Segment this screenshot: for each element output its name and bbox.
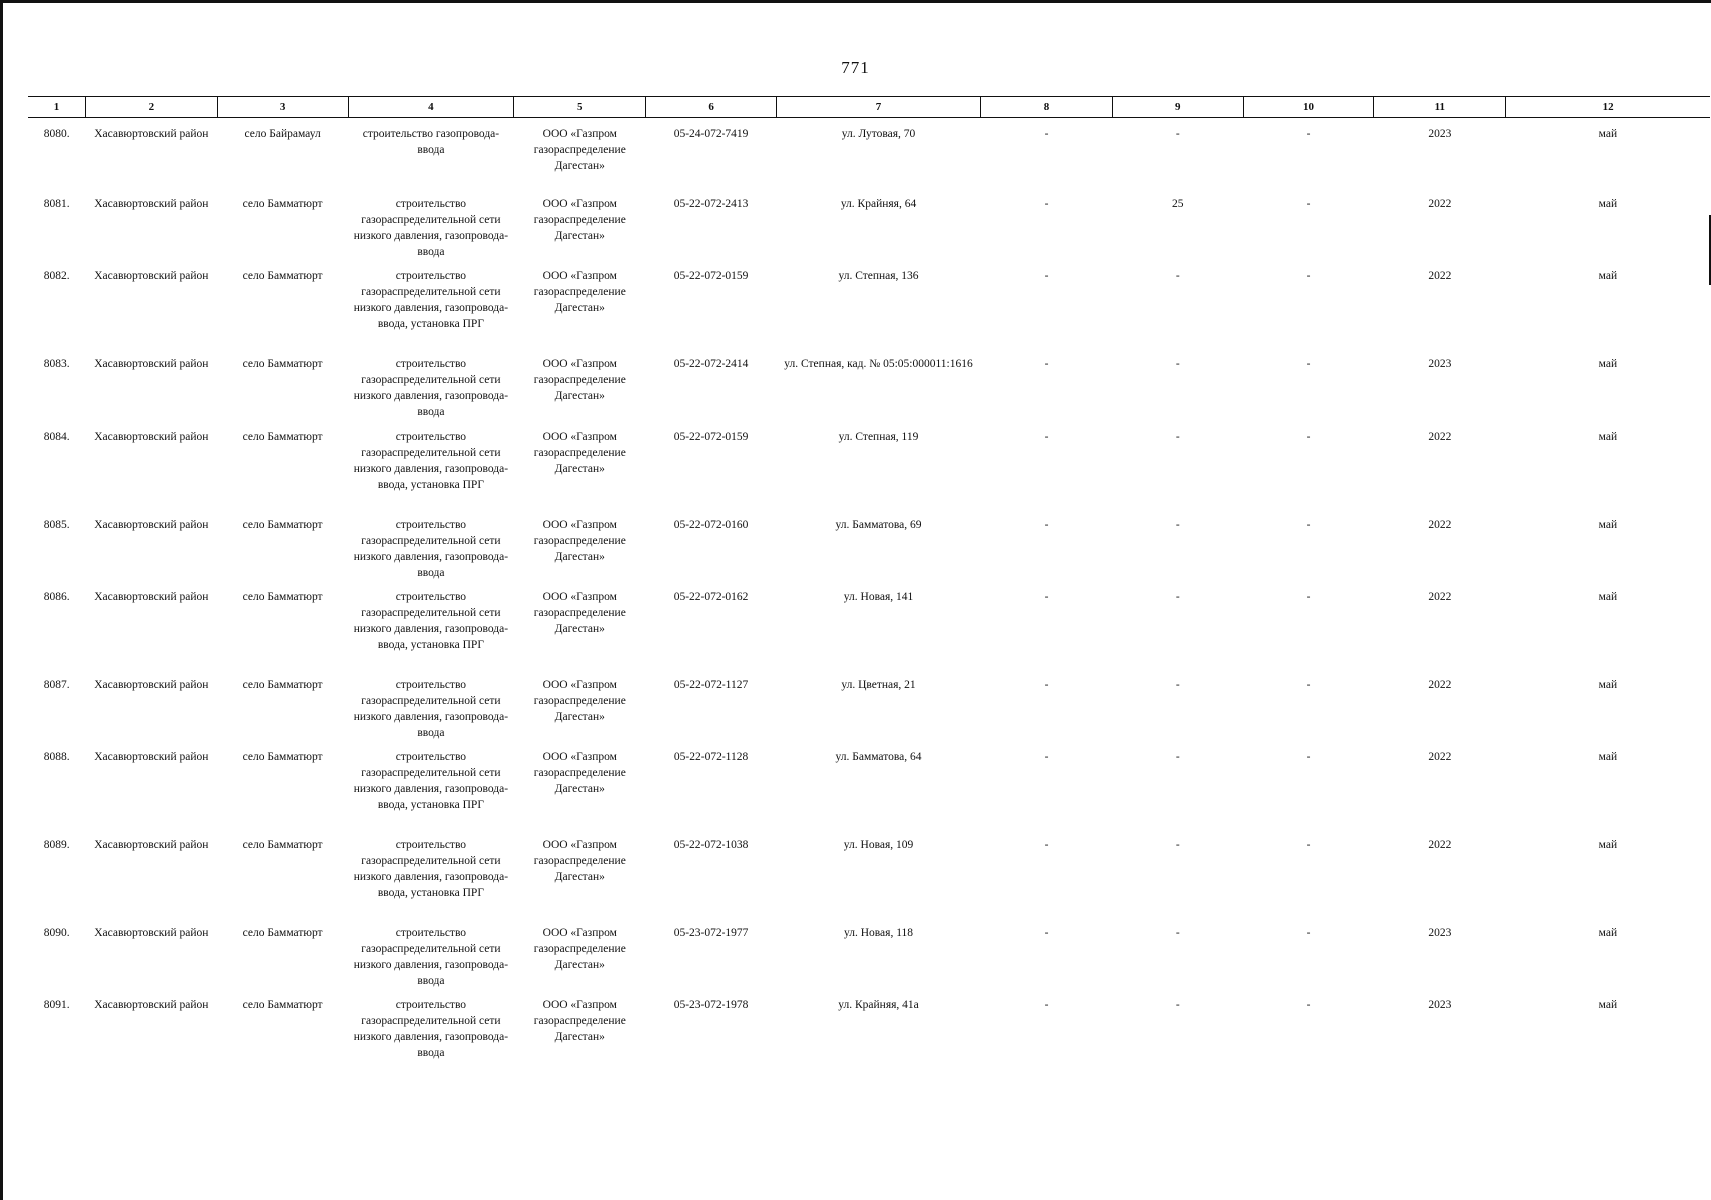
district-cell: Хасавюртовский район xyxy=(94,128,209,140)
district-cell: Хасавюртовский район xyxy=(94,678,209,691)
table-row xyxy=(28,991,1710,1061)
request-code-cell: 05-22-072-1127 xyxy=(673,678,749,691)
column-header: 3 xyxy=(217,97,348,118)
table-row xyxy=(28,118,1710,190)
table-row xyxy=(28,919,1710,991)
top-border-rule xyxy=(0,0,1711,3)
table-row xyxy=(28,583,1710,671)
address-cell: ул. Новая, 141 xyxy=(843,590,914,603)
district-cell: Хасавюртовский район xyxy=(94,430,209,443)
work-description-cell: строительство газораспределительной сети низкого давления, газопровода-ввода xyxy=(353,678,509,739)
year-cell: 2022 xyxy=(1428,678,1452,691)
request-code-cell: 05-22-072-0159 xyxy=(673,430,749,443)
organization-cell: ООО «Газпром газораспределение Дагестан» xyxy=(533,518,626,563)
work-description-cell: строительство газораспределительной сети низкого давления, газопровода-ввода xyxy=(353,357,509,418)
column-9-cell: - xyxy=(1175,269,1180,282)
column-9-cell: - xyxy=(1175,430,1180,443)
month-cell: май xyxy=(1598,357,1618,370)
column-header: 8 xyxy=(981,97,1113,118)
column-9-cell: - xyxy=(1175,128,1180,140)
column-header: 2 xyxy=(85,97,217,118)
work-description-cell: строительство газораспределительной сети низкого давления, газопровода-ввода, установка ПРГ xyxy=(353,590,509,651)
district-cell: Хасавюртовский район xyxy=(94,197,209,210)
month-cell: май xyxy=(1598,998,1618,1011)
row-number: 8086. xyxy=(43,590,70,603)
table-row xyxy=(28,350,1710,423)
column-9-cell: - xyxy=(1175,926,1180,939)
month-cell: май xyxy=(1598,926,1618,939)
column-header: 5 xyxy=(514,97,646,118)
year-cell: 2023 xyxy=(1428,926,1452,939)
row-number: 8082. xyxy=(43,269,70,282)
month-cell: май xyxy=(1598,128,1618,140)
table-row xyxy=(28,511,1710,583)
month-cell: май xyxy=(1598,750,1618,763)
row-number: 8088. xyxy=(43,750,70,763)
register-table xyxy=(28,96,1710,1061)
column-9-cell: - xyxy=(1175,678,1180,691)
district-cell: Хасавюртовский район xyxy=(94,838,209,851)
row-number: 8085. xyxy=(43,518,70,531)
address-cell: ул. Цветная, 21 xyxy=(841,678,916,691)
year-cell: 2023 xyxy=(1428,357,1452,370)
column-header: 1 xyxy=(28,97,85,118)
row-number: 8080. xyxy=(43,128,70,140)
table-row xyxy=(28,262,1710,350)
month-cell: май xyxy=(1598,518,1618,531)
district-cell: Хасавюртовский район xyxy=(94,357,209,370)
request-code-cell: 05-22-072-2413 xyxy=(673,197,749,210)
column-9-cell: - xyxy=(1175,998,1180,1011)
column-10-cell: - xyxy=(1306,998,1311,1011)
year-cell: 2023 xyxy=(1428,998,1452,1011)
table-row xyxy=(28,423,1710,511)
year-cell: 2022 xyxy=(1428,197,1452,210)
organization-cell: ООО «Газпром газораспределение Дагестан» xyxy=(533,838,626,883)
work-description-cell: строительство газораспределительной сети низкого давления, газопровода-ввода xyxy=(353,926,509,987)
column-8-cell: - xyxy=(1044,750,1049,763)
month-cell: май xyxy=(1598,678,1618,691)
row-number: 8081. xyxy=(43,197,70,210)
column-header: 4 xyxy=(348,97,514,118)
year-cell: 2022 xyxy=(1428,269,1452,282)
organization-cell: ООО «Газпром газораспределение Дагестан» xyxy=(533,430,626,475)
column-8-cell: - xyxy=(1044,128,1049,140)
column-10-cell: - xyxy=(1306,518,1311,531)
row-number: 8083. xyxy=(43,357,70,370)
address-cell: ул. Бамматова, 69 xyxy=(835,518,922,531)
district-cell: Хасавюртовский район xyxy=(94,998,209,1011)
column-8-cell: - xyxy=(1044,590,1049,603)
district-cell: Хасавюртовский район xyxy=(94,590,209,603)
organization-cell: ООО «Газпром газораспределение Дагестан» xyxy=(533,197,626,242)
column-9-cell: - xyxy=(1175,750,1180,763)
work-description-cell: строительство газораспределительной сети низкого давления, газопровода-ввода, установка ПРГ xyxy=(353,269,509,330)
column-header: 9 xyxy=(1112,97,1243,118)
table-row xyxy=(28,743,1710,831)
work-description-cell: строительство газораспределительной сети низкого давления, газопровода-ввода, установка ПРГ xyxy=(353,750,509,811)
request-code-cell: 05-22-072-2414 xyxy=(673,357,749,370)
month-cell: май xyxy=(1598,430,1618,443)
request-code-cell: 05-24-072-7419 xyxy=(673,128,749,140)
column-header: 11 xyxy=(1374,97,1506,118)
column-header: 7 xyxy=(776,97,980,118)
address-cell: ул. Лутовая, 70 xyxy=(841,128,916,140)
month-cell: май xyxy=(1598,838,1618,851)
address-cell: ул. Новая, 118 xyxy=(843,926,914,939)
row-number: 8091. xyxy=(43,998,70,1011)
column-header: 12 xyxy=(1506,97,1710,118)
address-cell: ул. Крайняя, 41а xyxy=(838,998,919,1011)
column-8-cell: - xyxy=(1044,518,1049,531)
row-number: 8090. xyxy=(43,926,70,939)
district-cell: Хасавюртовский район xyxy=(94,269,209,282)
column-8-cell: - xyxy=(1044,678,1049,691)
address-cell: ул. Новая, 109 xyxy=(843,838,914,851)
address-cell: ул. Степная, 119 xyxy=(838,430,919,443)
locality-cell: село Бамматюрт xyxy=(242,678,323,691)
district-cell: Хасавюртовский район xyxy=(94,750,209,763)
year-cell: 2022 xyxy=(1428,518,1452,531)
table-row xyxy=(28,671,1710,743)
column-header: 10 xyxy=(1243,97,1374,118)
column-header-row xyxy=(28,97,1710,118)
month-cell: май xyxy=(1598,590,1618,603)
column-8-cell: - xyxy=(1044,269,1049,282)
organization-cell: ООО «Газпром газораспределение Дагестан» xyxy=(533,357,626,402)
column-8-cell: - xyxy=(1044,926,1049,939)
locality-cell: село Байрамаул xyxy=(244,128,321,140)
locality-cell: село Бамматюрт xyxy=(242,838,323,851)
year-cell: 2022 xyxy=(1428,750,1452,763)
column-8-cell: - xyxy=(1044,197,1049,210)
locality-cell: село Бамматюрт xyxy=(242,750,323,763)
request-code-cell: 05-22-072-0159 xyxy=(673,269,749,282)
column-9-cell: - xyxy=(1175,357,1180,370)
address-cell: ул. Крайняя, 64 xyxy=(840,197,917,210)
column-10-cell: - xyxy=(1306,678,1311,691)
organization-cell: ООО «Газпром газораспределение Дагестан» xyxy=(533,678,626,723)
column-10-cell: - xyxy=(1306,269,1311,282)
request-code-cell: 05-23-072-1977 xyxy=(673,926,749,939)
work-description-cell: строительство газораспределительной сети низкого давления, газопровода-ввода xyxy=(353,518,509,579)
column-8-cell: - xyxy=(1044,357,1049,370)
column-10-cell: - xyxy=(1306,357,1311,370)
organization-cell: ООО «Газпром газораспределение Дагестан» xyxy=(533,998,626,1043)
column-9-cell: - xyxy=(1175,838,1180,851)
column-10-cell: - xyxy=(1306,838,1311,851)
locality-cell: село Бамматюрт xyxy=(242,357,323,370)
address-cell: ул. Степная, 136 xyxy=(838,269,919,282)
locality-cell: село Бамматюрт xyxy=(242,269,323,282)
locality-cell: село Бамматюрт xyxy=(242,518,323,531)
address-cell: ул. Степная, кад. № 05:05:000011:1616 xyxy=(784,357,973,370)
column-10-cell: - xyxy=(1306,750,1311,763)
year-cell: 2023 xyxy=(1428,128,1452,140)
work-description-cell: строительство газораспределительной сети низкого давления, газопровода-ввода xyxy=(353,197,509,258)
district-cell: Хасавюртовский район xyxy=(94,518,209,531)
row-number: 8084. xyxy=(43,430,70,443)
request-code-cell: 05-23-072-1978 xyxy=(673,998,749,1011)
organization-cell: ООО «Газпром газораспределение Дагестан» xyxy=(533,926,626,971)
request-code-cell: 05-22-072-0160 xyxy=(673,518,749,531)
year-cell: 2022 xyxy=(1428,838,1452,851)
column-9-cell: - xyxy=(1175,518,1180,531)
column-10-cell: - xyxy=(1306,197,1311,210)
request-code-cell: 05-22-072-1128 xyxy=(673,750,749,763)
organization-cell: ООО «Газпром газораспределение Дагестан» xyxy=(533,269,626,314)
row-number: 8087. xyxy=(43,678,70,691)
organization-cell: ООО «Газпром газораспределение Дагестан» xyxy=(533,590,626,635)
table-row xyxy=(28,831,1710,919)
column-9-cell: - xyxy=(1175,590,1180,603)
district-cell: Хасавюртовский район xyxy=(94,926,209,939)
month-cell: май xyxy=(1598,197,1618,210)
request-code-cell: 05-22-072-1038 xyxy=(673,838,749,851)
column-8-cell: - xyxy=(1044,838,1049,851)
column-10-cell: - xyxy=(1306,128,1311,140)
column-8-cell: - xyxy=(1044,998,1049,1011)
row-number: 8089. xyxy=(43,838,70,851)
organization-cell: ООО «Газпром газораспределение Дагестан» xyxy=(533,750,626,795)
locality-cell: село Бамматюрт xyxy=(242,926,323,939)
month-cell: май xyxy=(1598,269,1618,282)
page-number: 771 xyxy=(841,58,870,77)
year-cell: 2022 xyxy=(1428,590,1452,603)
request-code-cell: 05-22-072-0162 xyxy=(673,590,749,603)
work-description-cell: строительство газопровода-ввода xyxy=(362,128,500,156)
work-description-cell: строительство газораспределительной сети низкого давления, газопровода-ввода, установка ПРГ xyxy=(353,838,509,899)
column-8-cell: - xyxy=(1044,430,1049,443)
work-description-cell: строительство газораспределительной сети низкого давления, газопровода-ввода xyxy=(353,998,509,1059)
year-cell: 2022 xyxy=(1428,430,1452,443)
organization-cell: ООО «Газпром газораспределение Дагестан» xyxy=(533,128,626,172)
locality-cell: село Бамматюрт xyxy=(242,197,323,210)
locality-cell: село Бамматюрт xyxy=(242,430,323,443)
work-description-cell: строительство газораспределительной сети низкого давления, газопровода-ввода, установка ПРГ xyxy=(353,430,509,491)
locality-cell: село Бамматюрт xyxy=(242,590,323,603)
column-10-cell: - xyxy=(1306,926,1311,939)
locality-cell: село Бамматюрт xyxy=(242,998,323,1011)
column-10-cell: - xyxy=(1306,590,1311,603)
address-cell: ул. Бамматова, 64 xyxy=(835,750,922,763)
column-9-cell: 25 xyxy=(1172,197,1184,210)
column-header: 6 xyxy=(646,97,777,118)
column-10-cell: - xyxy=(1306,430,1311,443)
table-row xyxy=(28,190,1710,262)
left-border-rule xyxy=(0,0,3,1200)
